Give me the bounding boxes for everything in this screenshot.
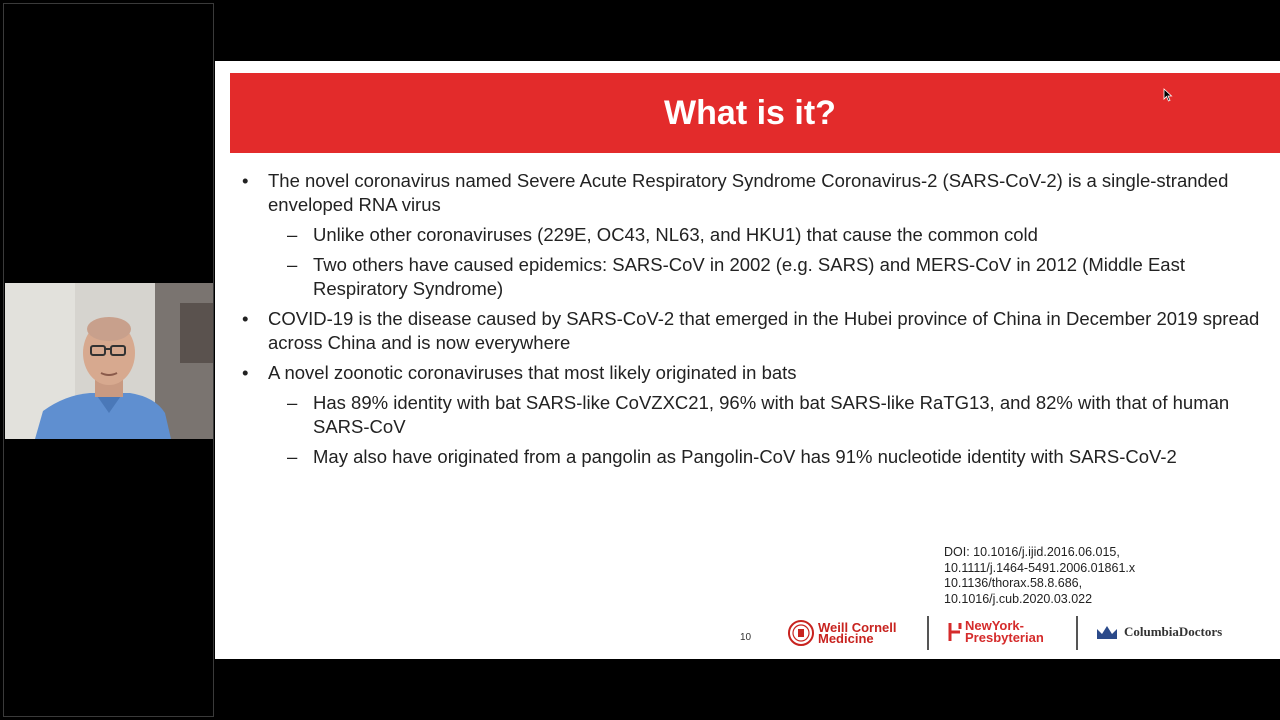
sub-bullet-item — [237, 253, 1267, 301]
bullet-marker: – — [287, 224, 298, 245]
columbia-doctors-logo — [1095, 623, 1222, 641]
presenter-video — [5, 283, 213, 439]
bullet-item — [237, 307, 1267, 355]
sub-bullet-item — [237, 223, 1267, 247]
columbia-doctors-text: ColumbiaDoctors — [1124, 624, 1223, 639]
bullet-marker: – — [287, 392, 298, 413]
bullet-marker: – — [287, 446, 298, 467]
nyp-line1: NewYork- — [965, 618, 1024, 633]
bullet-marker: – — [287, 254, 298, 275]
nyp-mark-icon — [948, 621, 962, 643]
weill-cornell-seal-icon — [788, 620, 814, 646]
sub-bullet-item — [237, 445, 1267, 469]
slide-title: What is it? — [664, 93, 836, 132]
weill-cornell-logo — [788, 620, 897, 646]
bullet-marker: • — [242, 308, 249, 329]
title-bar — [230, 73, 1280, 153]
bullet-marker: • — [242, 362, 249, 383]
nyp-line2: Presbyterian — [965, 629, 1044, 645]
wcm-line2: Medicine — [818, 631, 874, 646]
doi-line: DOI: 10.1016/j.ijid.2016.06.015, — [944, 545, 1120, 559]
bullet-list — [237, 169, 1267, 475]
bullet-text: Unlike other coronaviruses (229E, OC43, NL63, and HKU1) that cause the common cold — [313, 224, 1038, 245]
logo-divider — [1076, 616, 1078, 650]
doi-line: 10.1016/j.cub.2020.03.022 — [944, 591, 1093, 606]
bullet-text: COVID-19 is the disease caused by SARS-CoV-2 that emerged in the Hubei province of China in December 2019 spread across China and is now everywhere — [268, 308, 1260, 353]
bullet-text: The novel coronavirus named Severe Acute Respiratory Syndrome Coronavirus-2 (SARS-CoV-2) is a single-stranded enveloped RNA virus — [268, 170, 1229, 215]
mouse-cursor-icon — [1163, 88, 1173, 102]
bullet-text: A novel zoonotic coronaviruses that most likely originated in bats — [268, 362, 797, 383]
sub-bullet-item — [237, 391, 1267, 439]
doi-references — [944, 545, 1135, 607]
doi-line: 10.1136/thorax.58.8.686, — [944, 576, 1083, 590]
bullet-item — [237, 169, 1267, 217]
wcm-line1: Weill Cornell — [818, 620, 897, 635]
bullet-item — [237, 361, 1267, 385]
crown-icon — [1095, 623, 1119, 641]
doi-line: 10.1111/j.1464-5491.2006.01861.x — [944, 560, 1136, 575]
slide — [215, 61, 1280, 659]
bullet-text: Two others have caused epidemics: SARS-CoV in 2002 (e.g. SARS) and MERS-CoV in 2012 (Middle East Respiratory Syndrome) — [313, 254, 1185, 299]
page-number: 10 — [740, 632, 752, 643]
bullet-text: Has 89% identity with bat SARS-like CoVZXC21, 96% with bat SARS-like RaTG13, and 82% with that of human SARS-CoV — [313, 392, 1230, 437]
newyork-presbyterian-logo — [948, 620, 1044, 643]
logo-divider — [927, 616, 929, 650]
bullet-text: May also have originated from a pangolin as Pangolin-CoV has 91% nucleotide identity with SARS-CoV-2 — [313, 446, 1177, 467]
bullet-marker: • — [242, 170, 249, 191]
presenter-panel — [3, 3, 214, 717]
